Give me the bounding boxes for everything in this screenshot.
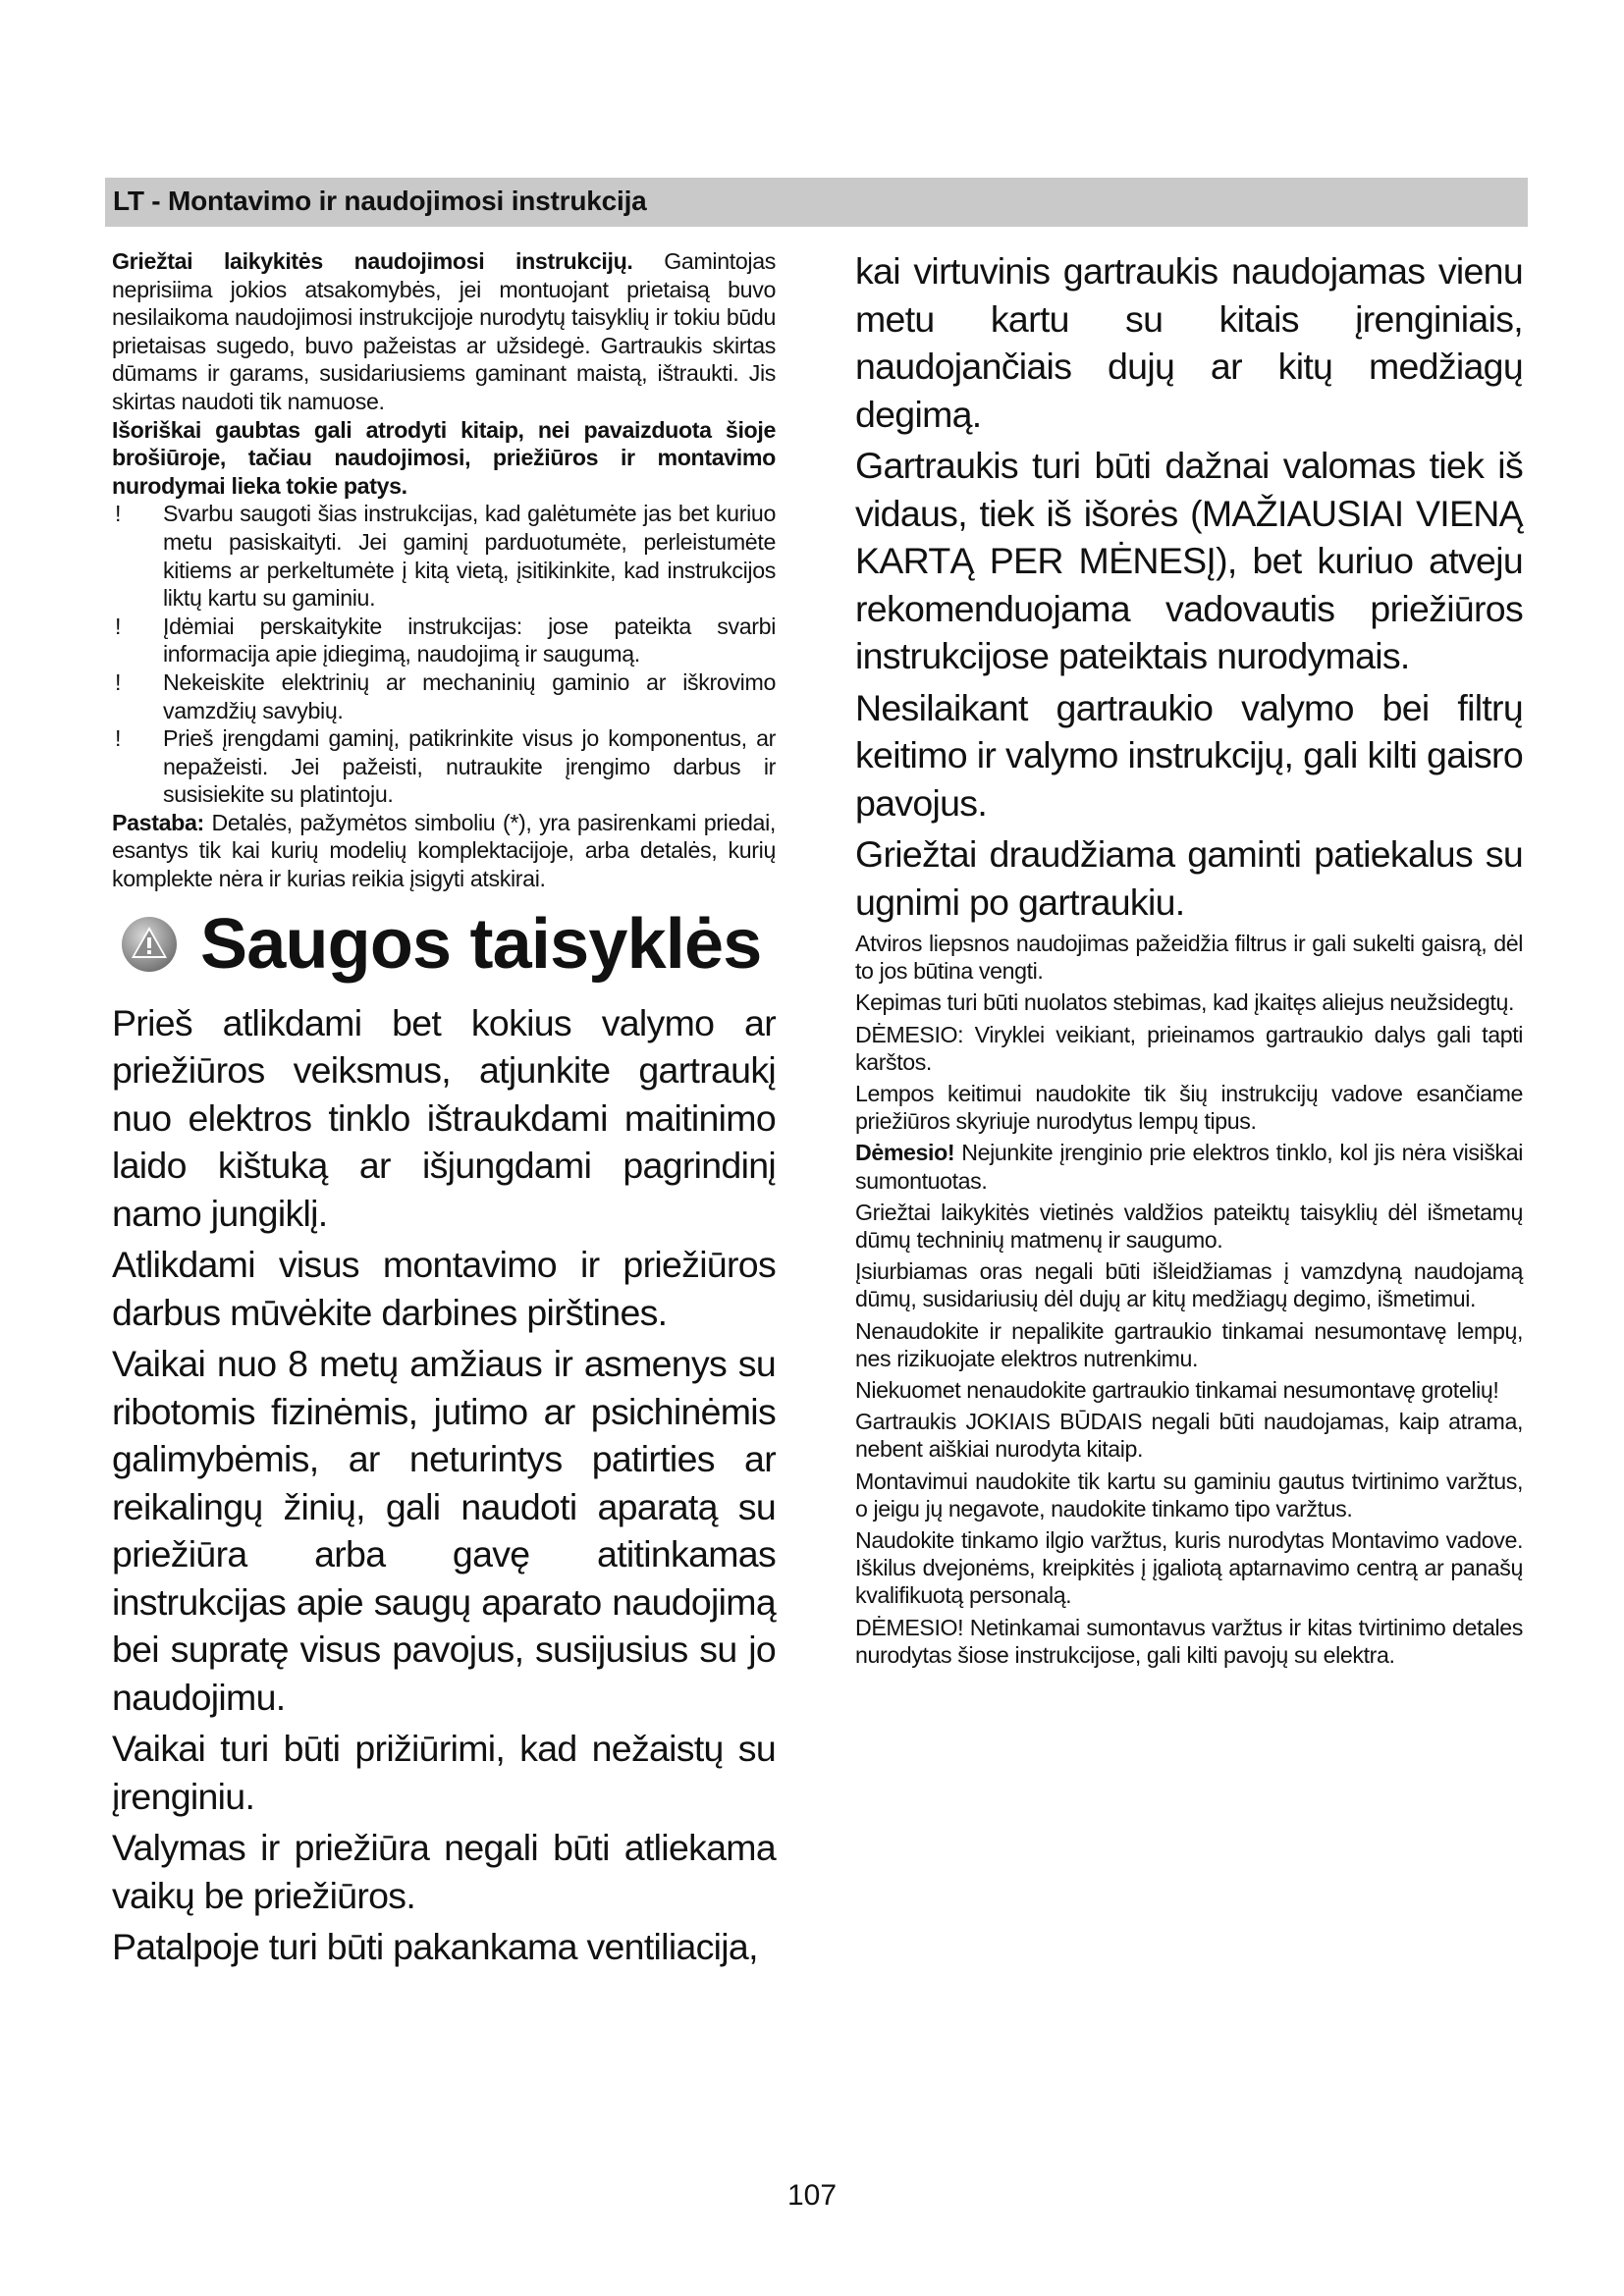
section-title: Saugos taisyklės (200, 904, 762, 984)
bullet-mark: ! (115, 501, 122, 527)
right-large-text (855, 247, 1523, 926)
bullet-mark: ! (115, 668, 122, 695)
section-heading (112, 905, 776, 984)
large-paragraph: Atlikdami visus montavimo ir priežiūros darbus mūvėkite darbines pirštines. (112, 1244, 776, 1333)
appearance-note: Išoriškai gaubtas gali atrodyti kitaip, nei pavaizduota šioje brošiūroje, tačiau naudojimosi, priežiūros ir montavimo nurodymai lieka tokie patys. (112, 416, 776, 499)
small-paragraph: Montavimui naudokite tik kartu su gaminiu gautus tvirtinimo varžtus, o jeigu jų negavote, naudokite tinkamo tipo varžtus. (855, 1468, 1523, 1522)
intro-text: Gamintojas neprisiima jokios atsakomybės, jei montuojant prietaisą buvo nesilaikoma naudojimosi instrukcijoje nurodytų taisyklių ir tokiu būdu prietaisas sugedo, buvo pažeistas ar užsidegė. Gartraukis skirtas dūmams ir garams, susidariusiems gaminant maistą, ištraukti. Jis skirtas naudoti tik namuose. (112, 248, 776, 414)
small-paragraph: Atviros liepsnos naudojimas pažeidžia filtrus ir gali sukelti gaisrą, dėl to jos būtina vengti. (855, 931, 1523, 985)
header-title: LT - Montavimo ir naudojimosi instrukcija (113, 186, 647, 216)
small-paragraph: Įsiurbiamas oras negali būti išleidžiamas į vamzdyną naudojamą dūmų, susidariusių dėl dujų ar kitų medžiagų degimo, išmetimui. (855, 1258, 1523, 1312)
bullet-item: ! Svarbu saugoti šias instrukcijas, kad galėtumėte jas bet kuriuo metu pasiskaityti. Jei gaminį parduotumėte, perleistumėte kitiems ar perkeltumėte į kitą vietą, įsitikinkite, kad instrukcijos liktų kartu su gaminiu. (115, 501, 776, 612)
note-label: Pastaba: (112, 809, 204, 835)
small-paragraph: Gartraukis JOKIAIS BŪDAIS negali būti naudojamas, kaip atrama, nebent aiškiai nurodyta kitaip. (855, 1409, 1523, 1463)
large-paragraph: Vaikai turi būti prižiūrimi, kad nežaistų su įrenginiu. (112, 1728, 776, 1817)
right-small-text (855, 930, 1523, 1669)
bullet-item: ! Nekeiskite elektrinių ar mechaninių gaminio ar iškrovimo vamzdžių savybių. (115, 668, 776, 723)
large-paragraph: Gartraukis turi būti dažnai valomas tiek iš vidaus, tiek iš išorės (MAŽIAUSIAI VIENĄ KARTĄ PER MĖNESĮ), bet kuriuo atveju rekomenduojama vadovautis priežiūros instrukcijose pateiktais nurodymais. (855, 445, 1523, 676)
note-paragraph: Pastaba: Detalės, pažymėtos simboliu (*), yra pasirenkami priedai, esantys tik kai kurių modelių komplektacijoje, arba detalės, kurių komplekte nėra ir kurias reikia įsigyti atskirai. (112, 809, 776, 892)
bullet-mark: ! (115, 725, 122, 752)
warning-icon (120, 915, 179, 974)
large-paragraph: Griežtai draudžiama gaminti patiekalus su ugnimi po gartraukiu. (855, 833, 1523, 923)
intro-paragraph (112, 247, 776, 416)
small-paragraph: Lempos keitimui naudokite tik šių instrukcijų vadove esančiame priežiūros skyriuje nurodytus lempų tipus. (855, 1081, 1523, 1135)
page-number: 107 (786, 2179, 838, 2212)
large-paragraph: Vaikai nuo 8 metų amžiaus ir asmenys su ribotomis fizinėmis, jutimo ar psichinėmis galimybėmis, ar neturintys patirties ar reikalingų žinių, gali naudoti aparatą su priežiūra arba gavę atitinkamas instrukcijas apie saugų aparato naudojimą bei supratę visus pavojus, susijusius su jo naudojimu. (112, 1343, 776, 1718)
small-paragraph: Kepimas turi būti nuolatos stebimas, kad įkaitęs aliejus neužsidegtų. (855, 989, 1514, 1016)
small-paragraph: Nenaudokite ir nepalikite gartraukio tinkamai nesumontavę lempų, nes rizikuojate elektros nutrenkimu. (855, 1317, 1523, 1371)
large-paragraph: Nesilaikant gartraukio valymo bei filtrų keitimo ir valymo instrukcijų, gali kilti gaisro pavojus. (855, 686, 1523, 824)
large-paragraph: kai virtuvinis gartraukis naudojamas vienu metu kartu su kitais įrenginiais, naudojančiais dujų ar kitų medžiagų degimą. (855, 250, 1523, 435)
left-column (112, 247, 776, 1975)
attention-paragraph: Dėmesio! Nejunkite įrenginio prie elektros tinklo, kol jis nėra visiškai sumontuotas. (855, 1140, 1523, 1194)
small-paragraph: Griežtai laikykitės vietinės valdžios pateiktų taisyklių dėl išmetamų dūmų techninių matmenų ir saugumo. (855, 1199, 1523, 1254)
right-column (855, 247, 1523, 1673)
small-paragraph: DĖMESIO: Viryklei veikiant, prieinamos gartraukio dalys gali tapti karštos. (855, 1021, 1523, 1075)
attention-label: Dėmesio! (855, 1140, 955, 1166)
large-paragraph: Prieš atlikdami bet kokius valymo ar priežiūros veiksmus, atjunkite gartraukį nuo elektros tinklo ištraukdami maitinimo laido kištuką ar išjungdami pagrindinį namo jungiklį. (112, 1001, 776, 1234)
header-bar (105, 178, 1528, 227)
bullet-item: ! Prieš įrengdami gaminį, patikrinkite visus jo komponentus, ar nepažeisti. Jei pažeisti, nutraukite įrengimo darbus ir susisiekite su platintoju. (115, 725, 776, 808)
small-paragraph: Niekuomet nenaudokite gartraukio tinkamai nesumontavę grotelių! (855, 1377, 1499, 1404)
large-paragraph: Valymas ir priežiūra negali būti atliekama vaikų be priežiūros. (112, 1827, 776, 1916)
bullet-item: ! Įdėmiai perskaitykite instrukcijas: jose pateikta svarbi informacija apie įdiegimą, naudojimą ir saugumą. (115, 613, 776, 667)
small-paragraph: Naudokite tinkamo ilgio varžtus, kuris nurodytas Montavimo vadove. Iškilus dvejonėms, kreipkitės į įgaliotą aptarnavimo centrą ar panašų kvalifikuotą personalą. (855, 1527, 1523, 1609)
left-large-text (112, 999, 776, 1971)
bullet-mark: ! (115, 613, 122, 639)
intro-bold: Griežtai laikykitės naudojimosi instrukcijų. (112, 248, 633, 274)
intro-block (112, 247, 776, 893)
large-paragraph: Patalpoje turi būti pakankama ventiliacija, (112, 1926, 758, 1968)
small-paragraph: DĖMESIO! Netinkamai sumontavus varžtus ir kitas tvirtinimo detales nurodytas šiose instrukcijose, gali kilti pavojų su elektra. (855, 1614, 1523, 1668)
